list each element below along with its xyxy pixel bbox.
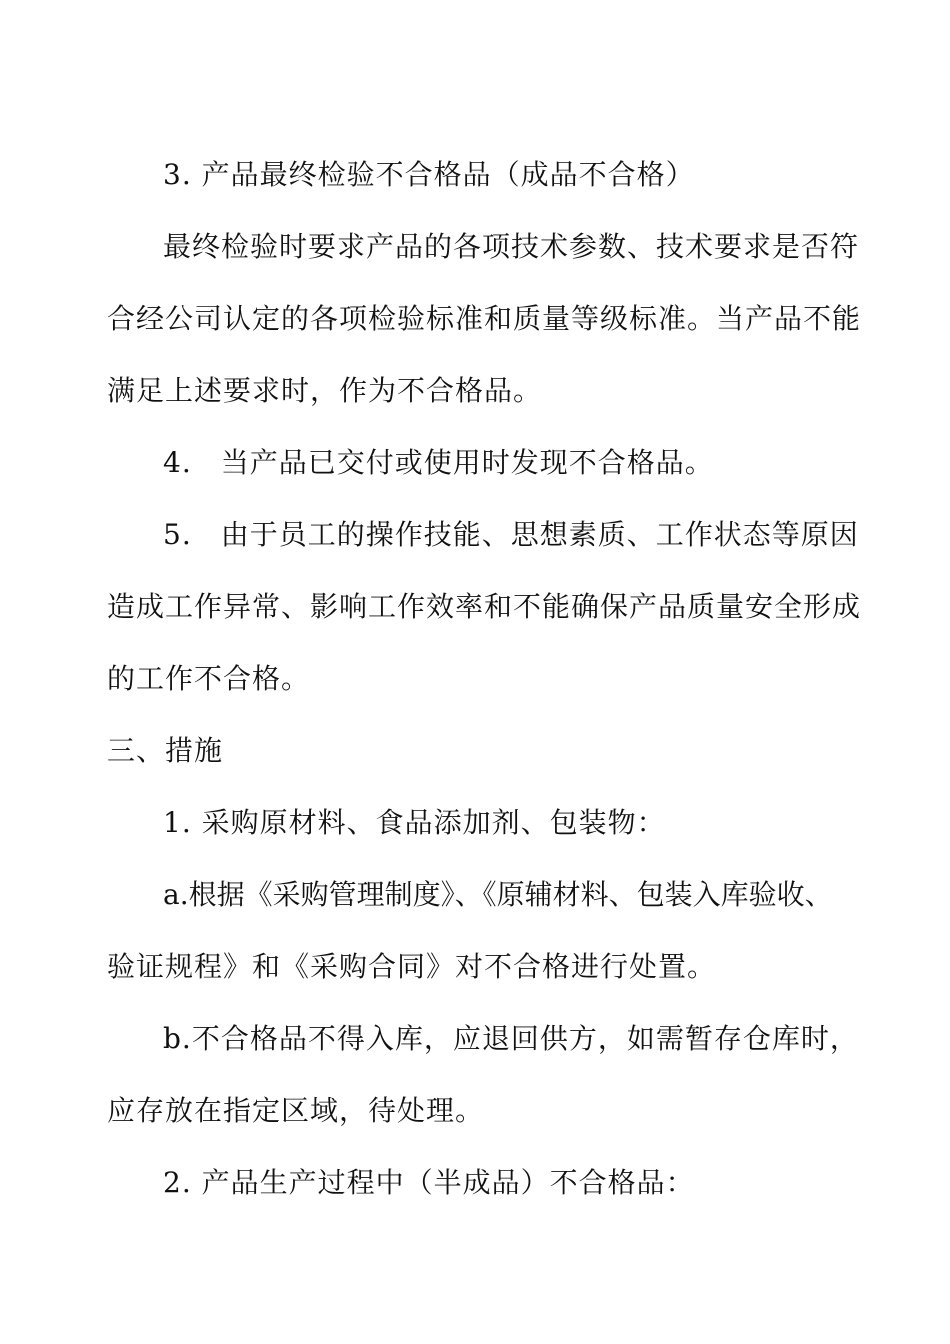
paragraph-line: 的工作不合格。 bbox=[107, 662, 311, 695]
item-4-line: 4. 当产品已交付或使用时发现不合格品。 bbox=[163, 446, 714, 479]
item-3-heading: 3. 产品最终检验不合格品（成品不合格） bbox=[163, 158, 695, 191]
measure-a-line: a.根据《采购管理制度》、《原辅材料、包装入库验收、 bbox=[163, 878, 833, 911]
paragraph-line: 最终检验时要求产品的各项技术参数、技术要求是否符 bbox=[163, 230, 860, 263]
item-5-line: 5. 由于员工的操作技能、思想素质、工作状态等原因 bbox=[163, 518, 859, 551]
paragraph-line: 合经公司认定的各项检验标准和质量等级标准。当产品不能 bbox=[107, 302, 862, 335]
measure-1-heading: 1. 采购原材料、食品添加剂、包装物： bbox=[163, 806, 666, 839]
paragraph-line: 满足上述要求时，作为不合格品。 bbox=[107, 374, 543, 407]
measure-b-line: b.不合格品不得入库，应退回供方，如需暂存仓库时， bbox=[163, 1022, 859, 1055]
paragraph-line: 应存放在指定区域，待处理。 bbox=[107, 1094, 485, 1127]
paragraph-line: 验证规程》和《采购合同》对不合格进行处置。 bbox=[107, 950, 717, 983]
measure-2-heading: 2. 产品生产过程中（半成品）不合格品： bbox=[163, 1166, 695, 1199]
paragraph-line: 造成工作异常、影响工作效率和不能确保产品质量安全形成 bbox=[107, 590, 862, 623]
section-3-heading: 三、措施 bbox=[107, 734, 224, 767]
